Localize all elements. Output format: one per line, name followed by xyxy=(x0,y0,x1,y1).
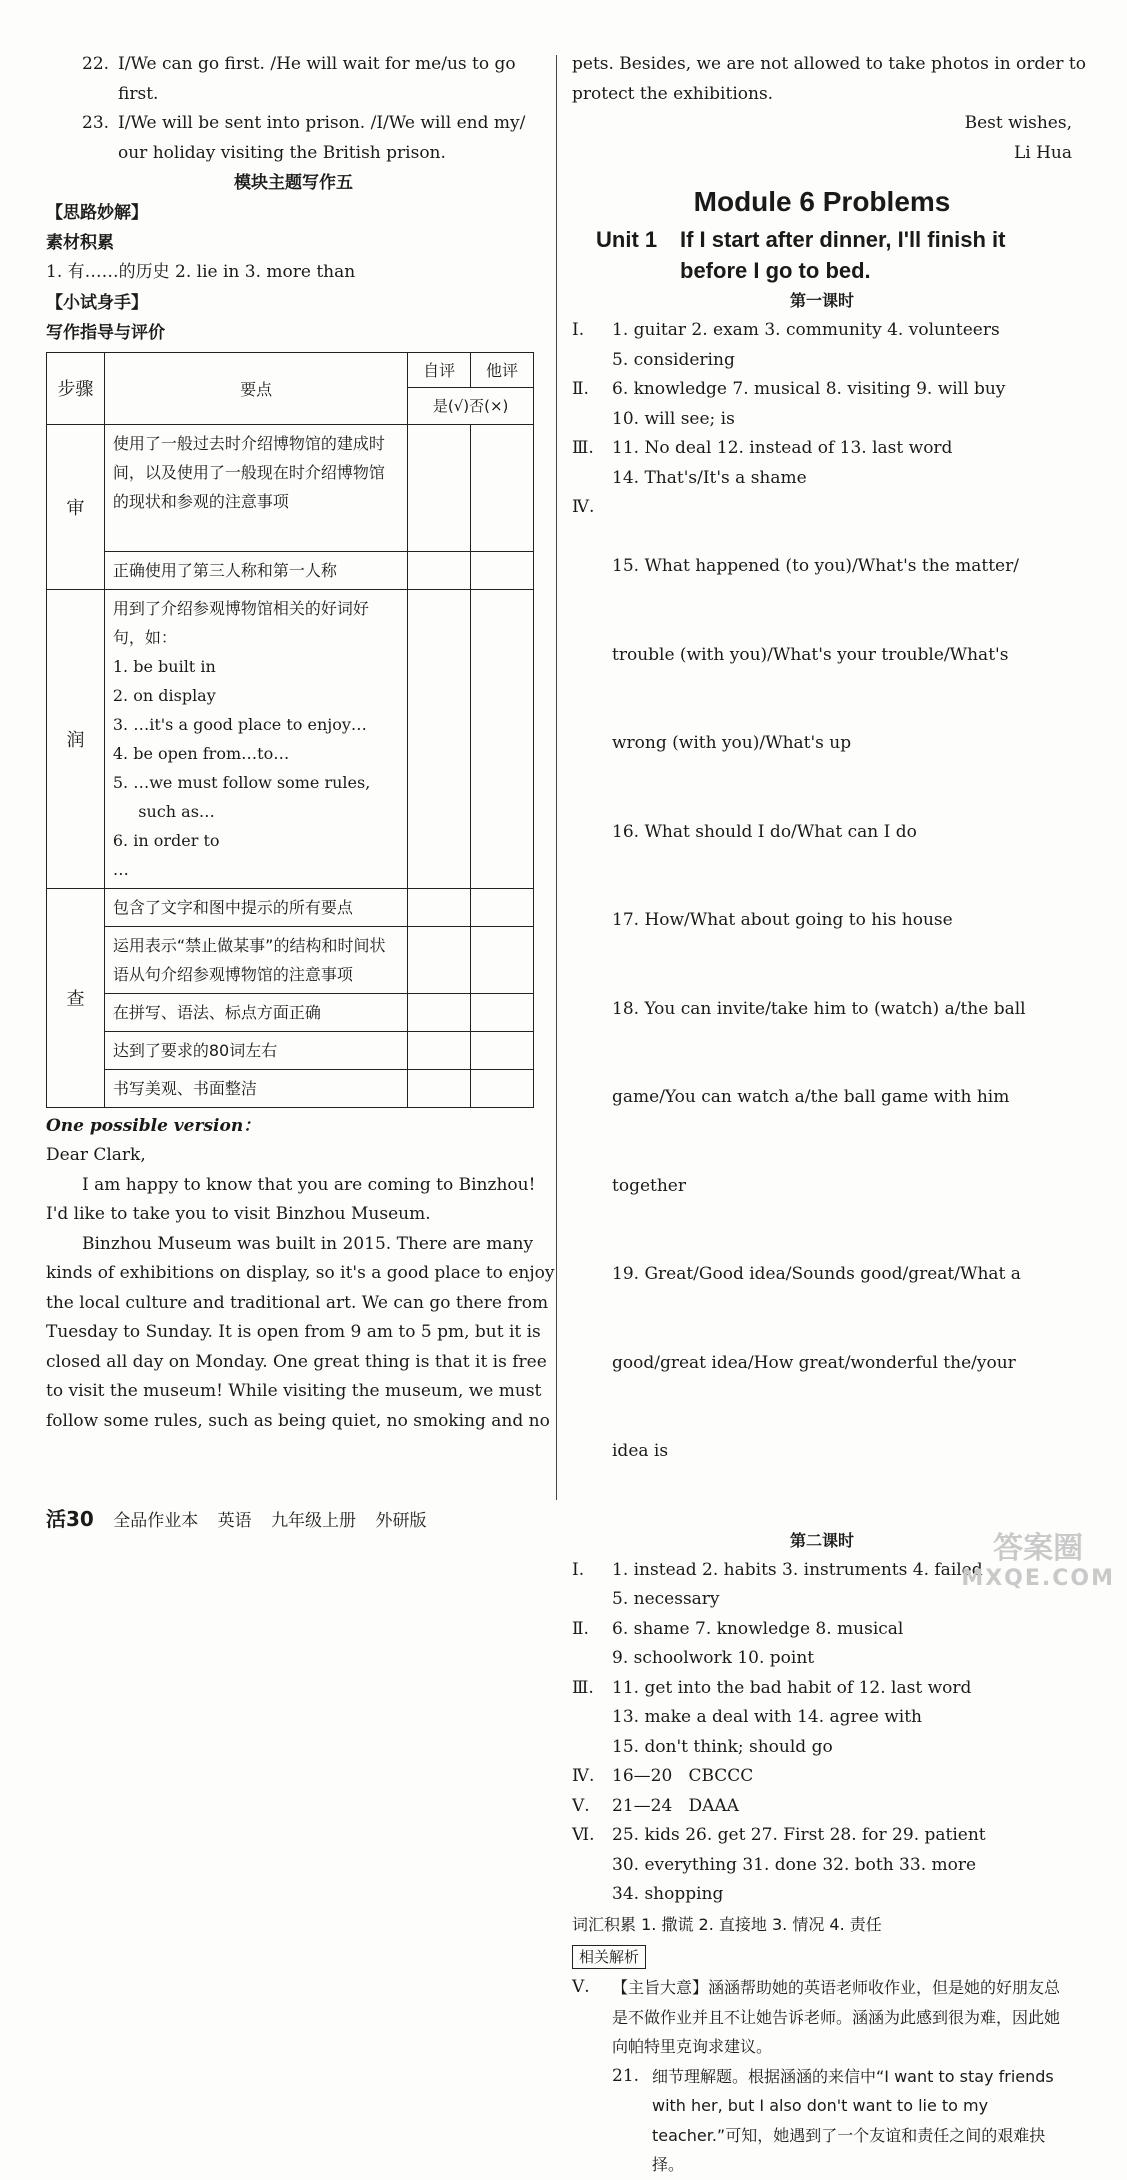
self-check-cell xyxy=(408,1069,471,1107)
other-check-cell xyxy=(471,589,534,888)
rubric-row: 包含了文字和图中提示的所有要点 xyxy=(104,888,407,926)
rubric-row: 达到了要求的80词左右 xyxy=(104,1031,407,1069)
answer-line: 25. kids 26. get 27. First 28. for 29. patient xyxy=(612,1825,986,1845)
left-column xyxy=(46,50,555,1436)
run-item: 3. …it's a good place to enjoy… xyxy=(112,714,367,734)
letter-line: Binzhou Museum was built in 2015. There are many xyxy=(82,1233,534,1254)
other-check-cell xyxy=(471,1069,534,1107)
roman-label: Ⅰ. xyxy=(572,320,585,340)
header-step: 步骤 xyxy=(47,352,105,424)
answer-line: 11. get into the bad habit of 12. last word xyxy=(612,1677,972,1698)
answer-line: game/You can watch a/the ball game with him xyxy=(612,1087,1010,1107)
page-number: 活30 xyxy=(46,1507,94,1531)
answer-line: 6. knowledge 7. musical 8. visiting 9. will buy xyxy=(612,379,1006,399)
self-check-cell xyxy=(408,926,471,993)
answer-line: 1. guitar 2. exam 3. community 4. volunteers xyxy=(612,320,1000,340)
self-check-cell xyxy=(408,888,471,926)
self-check-cell xyxy=(408,424,471,551)
l2-part-5 xyxy=(572,1792,1072,1822)
letter-closing: Best wishes, xyxy=(964,113,1072,133)
analysis-main: 【主旨大意】涵涵帮助她的英语老师收作业，但是她的好朋友总是不做作业并且不让她告诉老师。涵涵为此感到很为难，因此她向帕特里克询求建议。 xyxy=(612,1978,1061,2056)
answer-line: 15. don't think; should go xyxy=(612,1736,833,1757)
l1-part-1 xyxy=(572,316,1072,375)
step-shen: 审 xyxy=(47,424,105,589)
rubric-row: 正确使用了第三人称和第一人称 xyxy=(104,551,407,589)
answer-line: together xyxy=(612,1175,686,1196)
analysis-21 xyxy=(572,2062,1072,2180)
answer-line: 6. shame 7. knowledge 8. musical xyxy=(612,1618,904,1639)
run-item: 1. be built in xyxy=(112,656,216,676)
unit-label: Unit 1 xyxy=(596,227,658,252)
roman-label: Ⅲ. xyxy=(572,1677,594,1698)
other-check-cell xyxy=(471,424,534,551)
answer-line: wrong (with you)/What's up xyxy=(612,733,852,753)
roman-label: Ⅵ. xyxy=(572,1825,595,1845)
analysis-badge: 相关解析 xyxy=(572,1945,646,1969)
roman-label: Ⅰ. xyxy=(572,1559,585,1580)
unit-title-line: before I go to bed. xyxy=(680,258,871,283)
self-check-cell xyxy=(408,993,471,1031)
l2-part-2 xyxy=(572,1615,1072,1674)
answer-line: 1. instead 2. habits 3. instruments 4. failed xyxy=(612,1559,983,1580)
answer-line: 10. will see; is xyxy=(612,408,735,429)
letter-line: Tuesday to Sunday. It is open from 9 am to 5 pm, but it is xyxy=(46,1322,541,1342)
letter-line: closed all day on Monday. One great thing is that it is free xyxy=(46,1351,547,1372)
answer-line: idea is xyxy=(612,1441,669,1461)
letter-line: Dear Clark, xyxy=(46,1145,146,1165)
rubric-row: 在拼写、语法、标点方面正确 xyxy=(104,993,407,1031)
answer-23-cont: our holiday visiting the British prison. xyxy=(118,142,446,163)
header-other: 他评 xyxy=(471,352,534,387)
watermark-logo xyxy=(961,1531,1115,1594)
analysis-21-text: 细节理解题。根据涵涵的来信中“I want to stay friends with her, but I also don't want to lie to my teacher.”可知，她遇到了一个友谊和责任之间的艰难抉择。 xyxy=(652,2066,1054,2174)
l1-part-3 xyxy=(572,434,1072,493)
rubric-row: 运用表示“禁止做某事”的结构和时间状语从句介绍参观博物馆的注意事项 xyxy=(104,926,407,993)
other-check-cell xyxy=(471,926,534,993)
answer-line: 16. What should I do/What can I do xyxy=(612,821,917,842)
letter-line: I am happy to know that you are coming to Binzhou! xyxy=(82,1174,536,1195)
letter-line: follow some rules, such as being quiet, no smoking and no xyxy=(46,1410,550,1431)
roman-label: Ⅲ. xyxy=(572,438,594,458)
watermark-line: 答案圈 xyxy=(993,1531,1084,1566)
roman-label: Ⅳ. xyxy=(572,1766,595,1786)
module-title: Module 6 Problems xyxy=(693,186,951,217)
unit-title-line: If I start after dinner, I'll finish it xyxy=(680,227,1006,252)
run-item: … xyxy=(112,859,129,879)
answer-line: 5. necessary xyxy=(612,1589,720,1609)
step-cha: 查 xyxy=(47,888,105,1107)
roman-label: Ⅳ. xyxy=(572,497,595,517)
rubric-table xyxy=(46,352,534,1108)
page-footer xyxy=(46,1503,440,1532)
lesson-2-heading: 第二课时 xyxy=(789,1530,854,1550)
vocab-line: 词汇积累 1. 撒谎 2. 直接地 3. 情况 4. 责任 xyxy=(572,1914,882,1934)
answer-line: 5. considering xyxy=(612,349,735,370)
self-check-cell xyxy=(408,1031,471,1069)
answer-22-cont: first. xyxy=(118,83,159,104)
letter-signature: Li Hua xyxy=(1013,142,1072,163)
unit-title xyxy=(572,224,1072,286)
column-divider xyxy=(556,55,557,1500)
answer-line: good/great idea/How great/wonderful the/your xyxy=(612,1352,1016,1373)
answer-line: trouble (with you)/What's your trouble/What's xyxy=(612,644,1009,665)
right-column xyxy=(572,50,1086,2180)
watermark-line: MXQE.COM xyxy=(961,1566,1115,1591)
footer-item: 外研版 xyxy=(375,1511,427,1531)
answer-line: 14. That's/It's a shame xyxy=(612,467,807,488)
rubric-row-run xyxy=(104,589,407,888)
l2-part-6 xyxy=(572,1821,1072,1910)
letter-line: pets. Besides, we are not allowed to take photos in order to xyxy=(572,54,1086,74)
self-check-cell xyxy=(408,589,471,888)
xiaoshi-heading: 【小试身手】 xyxy=(46,292,148,313)
roman-label: Ⅴ. xyxy=(572,1977,590,1997)
siluo-heading: 【思路妙解】 xyxy=(46,203,148,223)
unit-title-text xyxy=(680,224,1006,286)
l1-part-4 xyxy=(572,493,1072,1526)
sucai-items: 1. 有……的历史 2. lie in 3. more than xyxy=(46,262,356,282)
letter-line: the local culture and traditional art. We can go there from xyxy=(46,1292,549,1313)
answer-line: 21—24 DAAA xyxy=(612,1795,739,1816)
roman-label: Ⅱ. xyxy=(572,379,589,399)
l2-part-4 xyxy=(572,1762,1072,1792)
answer-line: 9. schoolwork 10. point xyxy=(612,1648,815,1668)
roman-label: Ⅴ. xyxy=(572,1795,590,1816)
xiezuo-heading: 写作指导与评价 xyxy=(46,322,165,343)
answer-22: 22. I/We can go first. /He will wait for me/us to go xyxy=(82,54,516,74)
rubric-row: 书写美观、书面整洁 xyxy=(104,1069,407,1107)
letter-line: to visit the museum! While visiting the museum, we must xyxy=(46,1381,542,1401)
self-check-cell xyxy=(408,551,471,589)
lesson-1-heading: 第一课时 xyxy=(789,291,854,310)
other-check-cell xyxy=(471,888,534,926)
l2-part-3 xyxy=(572,1674,1072,1763)
answer-line: 17. How/What about going to his house xyxy=(612,910,953,930)
other-check-cell xyxy=(471,1031,534,1069)
run-item: such as… xyxy=(112,801,215,821)
answer-line: 15. What happened (to you)/What's the matter/ xyxy=(612,556,1019,576)
other-check-cell xyxy=(471,551,534,589)
answer-line: 18. You can invite/take him to (watch) a/the ball xyxy=(612,998,1026,1019)
answer-line: 30. everything 31. done 32. both 33. more xyxy=(612,1854,977,1875)
header-self: 自评 xyxy=(408,352,471,387)
header-yesno: 是(√)否(×) xyxy=(408,387,534,424)
answer-line: 19. Great/Good idea/Sounds good/great/What a xyxy=(612,1264,1021,1284)
l1-part-2 xyxy=(572,375,1072,434)
rubric-row: 使用了一般过去时介绍博物馆的建成时间，以及使用了一般现在时介绍博物馆的现状和参观的注意事项 xyxy=(104,424,407,551)
answer-line: 11. No deal 12. instead of 13. last word xyxy=(612,438,953,458)
footer-item: 九年级上册 xyxy=(271,1511,357,1531)
sucai-heading: 素材积累 xyxy=(46,233,114,253)
letter-line: I'd like to take you to visit Binzhou Museum. xyxy=(46,1204,431,1224)
answer-line: 16—20 CBCCC xyxy=(612,1766,754,1786)
answer-line: 34. shopping xyxy=(612,1884,724,1904)
run-item: 6. in order to xyxy=(112,830,220,850)
answer-line: 13. make a deal with 14. agree with xyxy=(612,1707,922,1727)
footer-item: 全品作业本 xyxy=(113,1511,199,1531)
question-number: 21. xyxy=(612,2065,640,2086)
other-check-cell xyxy=(471,993,534,1031)
answer-23: 23. I/We will be sent into prison. /I/We will end my/ xyxy=(82,113,526,133)
roman-label: Ⅱ. xyxy=(572,1618,589,1639)
run-intro: 用到了介绍参观博物馆相关的好词好句，如： xyxy=(112,598,369,647)
run-item: 2. on display xyxy=(112,685,216,705)
footer-item: 英语 xyxy=(217,1511,252,1531)
run-item: 5. …we must follow some rules, xyxy=(112,772,371,792)
run-item: 4. be open from…to… xyxy=(112,743,290,763)
section-title: 模块主题写作五 xyxy=(234,173,353,193)
letter-line: kinds of exhibitions on display, so it's a good place to enjoy xyxy=(46,1263,555,1283)
step-run: 润 xyxy=(47,589,105,888)
version-label: One possible version： xyxy=(46,1115,261,1136)
analysis-part-5 xyxy=(572,1973,1072,2062)
header-point: 要点 xyxy=(104,352,407,424)
letter-line: protect the exhibitions. xyxy=(572,83,774,104)
